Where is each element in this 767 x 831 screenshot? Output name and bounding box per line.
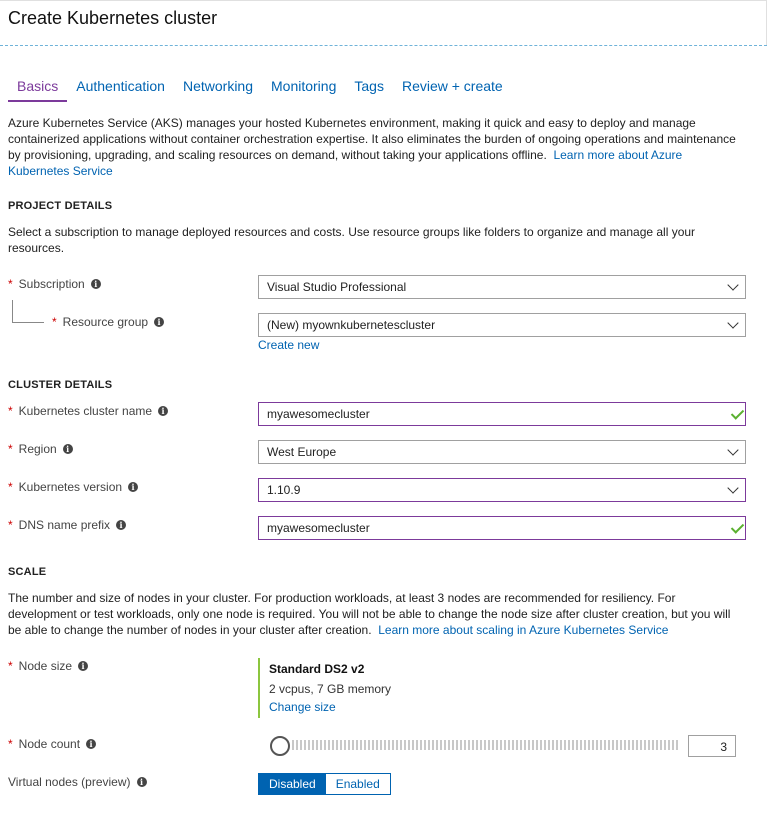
slider-tick: [584, 740, 586, 750]
tree-connector-horizontal: [12, 322, 44, 323]
cluster-details-heading: CLUSTER DETAILS: [8, 379, 113, 391]
node-count-label: [8, 737, 96, 751]
slider-tick: [636, 740, 638, 750]
checkmark-icon: [731, 406, 744, 419]
slider-tick: [376, 740, 378, 750]
chevron-down-icon: [727, 317, 738, 328]
chevron-down-icon: [727, 444, 738, 455]
node-count-slider-track[interactable]: [280, 740, 682, 750]
info-icon[interactable]: i: [116, 520, 126, 530]
tree-connector-vertical: [12, 300, 13, 322]
info-icon[interactable]: i: [63, 444, 73, 454]
slider-tick: [468, 740, 470, 750]
slider-tick: [416, 740, 418, 750]
project-details-heading: PROJECT DETAILS: [8, 200, 113, 212]
dns-prefix-value: myawesomecluster: [267, 521, 370, 535]
region-value: West Europe: [267, 445, 337, 459]
node-size-label: [8, 659, 88, 673]
slider-tick: [336, 740, 338, 750]
slider-tick: [592, 740, 594, 750]
slider-tick: [308, 740, 310, 750]
cluster-name-input[interactable]: [258, 402, 746, 426]
info-icon[interactable]: i: [78, 661, 88, 671]
page-title: Create Kubernetes cluster: [8, 8, 218, 28]
slider-tick: [388, 740, 390, 750]
slider-tick: [620, 740, 622, 750]
tab-bar: [8, 78, 512, 102]
slider-tick: [324, 740, 326, 750]
cluster-name-label: [8, 404, 168, 418]
slider-tick: [316, 740, 318, 750]
subscription-label: [8, 277, 101, 291]
slider-tick: [480, 740, 482, 750]
slider-tick: [464, 740, 466, 750]
resource-group-label-text: Resource group: [62, 315, 149, 329]
chevron-down-icon: [727, 279, 738, 290]
virtual-nodes-label: [8, 775, 147, 789]
project-details-description: Select a subscription to manage deployed resources and costs. Use resource groups like folders to organize and manage all your resources.: [8, 225, 696, 255]
virtual-nodes-disabled-option[interactable]: Disabled: [259, 774, 326, 794]
info-icon[interactable]: i: [91, 279, 101, 289]
dns-prefix-input[interactable]: [258, 516, 746, 540]
info-icon[interactable]: i: [158, 406, 168, 416]
intro-text: Azure Kubernetes Service (AKS) manages your hosted Kubernetes environment, making it quick and easy to deploy and manage containerized applications without container orchestration expertise. It also eliminates the burden of ongoing operations and maintenance by provisioning, upgrading, and scaling resources on demand, without taking your applications offline.: [8, 116, 736, 162]
slider-tick: [576, 740, 578, 750]
info-icon[interactable]: i: [86, 739, 96, 749]
slider-tick: [596, 740, 598, 750]
slider-tick: [568, 740, 570, 750]
cluster-name-value: myawesomecluster: [267, 407, 370, 421]
tab-monitoring[interactable]: Monitoring: [271, 78, 337, 94]
slider-tick: [380, 740, 382, 750]
slider-tick: [580, 740, 582, 750]
slider-tick: [604, 740, 606, 750]
tab-authentication[interactable]: Authentication: [76, 78, 165, 94]
slider-tick: [660, 740, 662, 750]
info-icon[interactable]: i: [128, 482, 138, 492]
slider-tick: [544, 740, 546, 750]
resource-group-label: [52, 315, 164, 329]
slider-tick: [496, 740, 498, 750]
scale-paragraph: [8, 590, 736, 638]
create-new-resource-group-link[interactable]: Create new: [258, 338, 320, 352]
subscription-value: Visual Studio Professional: [267, 280, 407, 294]
chevron-down-icon: [727, 482, 738, 493]
node-size-spec: 2 vcpus, 7 GB memory: [269, 682, 392, 696]
slider-tick: [488, 740, 490, 750]
slider-tick: [484, 740, 486, 750]
slider-tick: [612, 740, 614, 750]
slider-tick: [440, 740, 442, 750]
slider-tick: [672, 740, 674, 750]
slider-tick: [608, 740, 610, 750]
region-select[interactable]: [258, 440, 746, 464]
slider-tick: [364, 740, 366, 750]
required-asterisk: *: [8, 659, 13, 673]
scale-heading: SCALE: [8, 566, 47, 578]
slider-tick: [348, 740, 350, 750]
slider-tick: [572, 740, 574, 750]
slider-tick: [432, 740, 434, 750]
slider-tick: [420, 740, 422, 750]
checkmark-icon: [731, 520, 744, 533]
slider-tick: [508, 740, 510, 750]
slider-tick: [512, 740, 514, 750]
intro-paragraph: [8, 115, 736, 179]
slider-tick: [460, 740, 462, 750]
subscription-select[interactable]: [258, 275, 746, 299]
slider-tick: [588, 740, 590, 750]
slider-tick: [552, 740, 554, 750]
learn-more-aks-link[interactable]: Learn more about Azure Kubernetes Service: [8, 148, 683, 178]
slider-tick: [456, 740, 458, 750]
tab-networking[interactable]: Networking: [182, 78, 253, 94]
tab-review-create[interactable]: Review + create: [401, 78, 503, 94]
slider-tick: [624, 740, 626, 750]
kubernetes-version-label: [8, 480, 138, 494]
slider-tick: [332, 740, 334, 750]
slider-tick: [476, 740, 478, 750]
virtual-nodes-toggle: [258, 773, 391, 795]
kubernetes-version-value: 1.10.9: [267, 483, 301, 497]
node-size-summary: [258, 658, 467, 718]
dns-prefix-label: [8, 518, 126, 532]
slider-tick: [564, 740, 566, 750]
required-asterisk: *: [8, 442, 13, 456]
slider-tick: [536, 740, 538, 750]
info-icon[interactable]: i: [137, 777, 147, 787]
change-size-link[interactable]: Change size: [269, 700, 336, 714]
slider-tick: [352, 740, 354, 750]
slider-tick: [492, 740, 494, 750]
required-asterisk: *: [8, 518, 13, 532]
slider-tick: [328, 740, 330, 750]
slider-tick: [452, 740, 454, 750]
slider-tick: [300, 740, 302, 750]
info-icon[interactable]: i: [154, 317, 164, 327]
node-size-name: Standard DS2 v2: [269, 662, 365, 676]
slider-tick: [404, 740, 406, 750]
slider-tick: [424, 740, 426, 750]
slider-tick: [372, 740, 374, 750]
slider-tick: [516, 740, 518, 750]
slider-tick: [632, 740, 634, 750]
slider-tick: [528, 740, 530, 750]
region-label: [8, 442, 73, 456]
slider-tick: [436, 740, 438, 750]
slider-tick: [644, 740, 646, 750]
slider-tick: [312, 740, 314, 750]
slider-tick: [384, 740, 386, 750]
subscription-label-text: Subscription: [18, 277, 85, 291]
required-asterisk: *: [8, 737, 13, 751]
slider-tick: [668, 740, 670, 750]
required-asterisk: *: [52, 315, 57, 329]
node-count-label-text: Node count: [18, 737, 81, 751]
slider-tick: [412, 740, 414, 750]
slider-tick: [616, 740, 618, 750]
slider-tick: [504, 740, 506, 750]
slider-tick: [500, 740, 502, 750]
dns-prefix-label-text: DNS name prefix: [18, 518, 111, 532]
tab-tags[interactable]: Tags: [354, 78, 384, 94]
node-count-slider-handle[interactable]: [270, 736, 290, 756]
slider-tick: [368, 740, 370, 750]
slider-tick: [344, 740, 346, 750]
slider-tick: [304, 740, 306, 750]
slider-tick: [532, 740, 534, 750]
slider-tick: [648, 740, 650, 750]
slider-tick: [444, 740, 446, 750]
slider-tick: [520, 740, 522, 750]
kubernetes-version-select[interactable]: [258, 478, 746, 502]
slider-tick: [556, 740, 558, 750]
resource-group-value: (New) myownkubernetescluster: [267, 318, 436, 332]
slider-tick: [628, 740, 630, 750]
slider-tick: [664, 740, 666, 750]
tab-basics[interactable]: Basics: [8, 78, 67, 102]
slider-tick: [524, 740, 526, 750]
node-count-input[interactable]: 3: [688, 735, 736, 757]
required-asterisk: *: [8, 480, 13, 494]
slider-tick: [396, 740, 398, 750]
slider-tick: [652, 740, 654, 750]
slider-tick: [400, 740, 402, 750]
slider-tick: [392, 740, 394, 750]
resource-group-select[interactable]: [258, 313, 746, 337]
slider-tick: [560, 740, 562, 750]
header-divider: [0, 45, 767, 46]
slider-tick: [656, 740, 658, 750]
slider-tick: [676, 740, 678, 750]
slider-tick: [448, 740, 450, 750]
slider-tick: [428, 740, 430, 750]
slider-tick: [472, 740, 474, 750]
required-asterisk: *: [8, 404, 13, 418]
slider-tick: [408, 740, 410, 750]
slider-tick: [600, 740, 602, 750]
slider-tick: [320, 740, 322, 750]
slider-tick: [360, 740, 362, 750]
slider-tick: [540, 740, 542, 750]
slider-tick: [340, 740, 342, 750]
scale-description: The number and size of nodes in your cluster. For production workloads, at least 3 nodes are recommended for resiliency. For development or test workloads, only one node is required. You will not be able to change the node size after cluster creation, but you will be able to change the number of nodes in your cluster after creation.: [8, 591, 731, 637]
kubernetes-version-label-text: Kubernetes version: [18, 480, 123, 494]
node-size-label-text: Node size: [18, 659, 73, 673]
learn-more-scaling-link[interactable]: Learn more about scaling in Azure Kubernetes Service: [378, 623, 669, 637]
required-asterisk: *: [8, 277, 13, 291]
cluster-name-label-text: Kubernetes cluster name: [18, 404, 153, 418]
slider-tick: [296, 740, 298, 750]
slider-tick: [356, 740, 358, 750]
top-border: [0, 0, 767, 1]
virtual-nodes-enabled-option[interactable]: Enabled: [326, 774, 390, 794]
slider-tick: [640, 740, 642, 750]
virtual-nodes-label-text: Virtual nodes (preview): [8, 775, 131, 789]
region-label-text: Region: [18, 442, 57, 456]
slider-tick: [548, 740, 550, 750]
slider-tick: [292, 740, 294, 750]
